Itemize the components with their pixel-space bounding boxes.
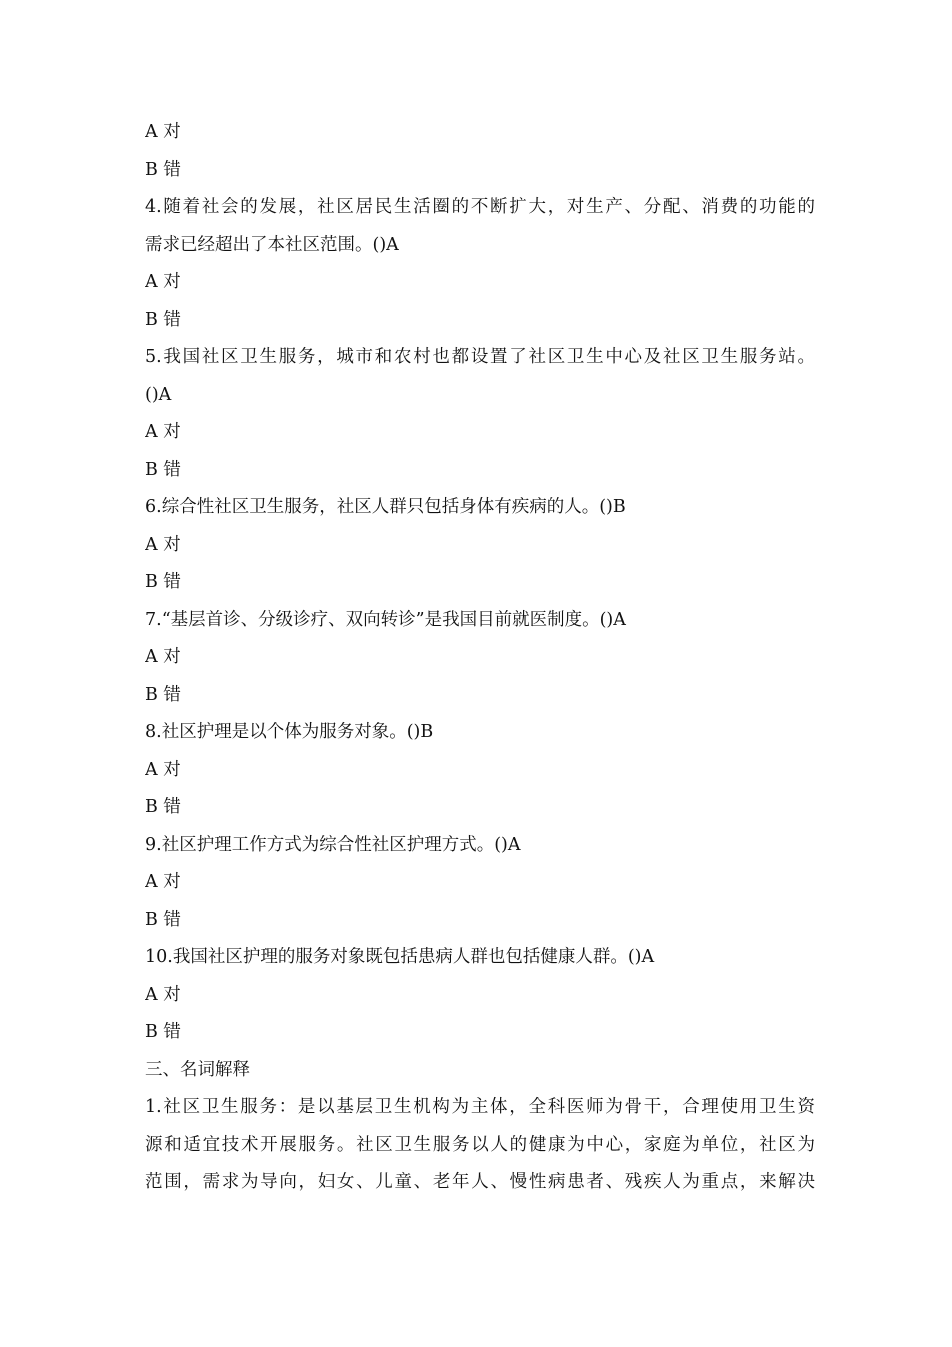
definition-1-line-2: 源和适宜技术开展服务。社区卫生服务以人的健康为中心，家庭为单位，社区为 <box>145 1134 815 1155</box>
question-8: 8.社区护理是以个体为服务对象。()B <box>145 722 434 742</box>
option-a-q7: A 对 <box>145 647 181 667</box>
option-b-q8: B 错 <box>145 797 181 817</box>
option-b-q3: B 错 <box>145 159 181 180</box>
definition-1-line-1: 1.社区卫生服务：是以基层卫生机构为主体，全科医师为骨干，合理使用卫生资 <box>145 1097 815 1117</box>
option-a-q4: A 对 <box>145 272 181 292</box>
option-a-q6: A 对 <box>145 534 181 555</box>
question-9: 9.社区护理工作方式为综合性社区护理方式。()A <box>145 834 521 855</box>
question-5-line-2: ()A <box>145 384 172 405</box>
option-b-q7: B 错 <box>145 684 181 705</box>
option-a-q8: A 对 <box>145 759 181 780</box>
question-6: 6.综合性社区卫生服务，社区人群只包括身体有疾病的人。()B <box>145 497 626 517</box>
document-body <box>145 114 815 1202</box>
option-a-q3: A 对 <box>145 122 181 142</box>
option-b-q9: B 错 <box>145 909 181 930</box>
question-4-line-1: 4.随着社会的发展，社区居民生活圈的不断扩大，对生产、分配、消费的功能的 <box>145 197 815 217</box>
option-b-q6: B 错 <box>145 572 181 592</box>
option-a-q9: A 对 <box>145 872 181 892</box>
question-5-line-1: 5.我国社区卫生服务，城市和农村也都设置了社区卫生中心及社区卫生服务站。 <box>145 347 815 367</box>
question-10: 10.我国社区护理的服务对象既包括患病人群也包括健康人群。()A <box>145 947 655 967</box>
option-a-q10: A 对 <box>145 984 181 1005</box>
section-heading-definitions: 三、名词解释 <box>145 1059 250 1080</box>
question-7: 7.“基层首诊、分级诊疗、双向转诊”是我国目前就医制度。()A <box>145 609 626 630</box>
option-b-q10: B 错 <box>145 1022 181 1042</box>
option-a-q5: A 对 <box>145 422 181 442</box>
definition-1-line-3: 范围，需求为导向，妇女、儿童、老年人、慢性病患者、残疾人为重点，来解决 <box>145 1172 815 1192</box>
question-4-line-2: 需求已经超出了本社区范围。()A <box>145 234 399 255</box>
option-b-q4: B 错 <box>145 309 181 330</box>
option-b-q5: B 错 <box>145 459 181 480</box>
